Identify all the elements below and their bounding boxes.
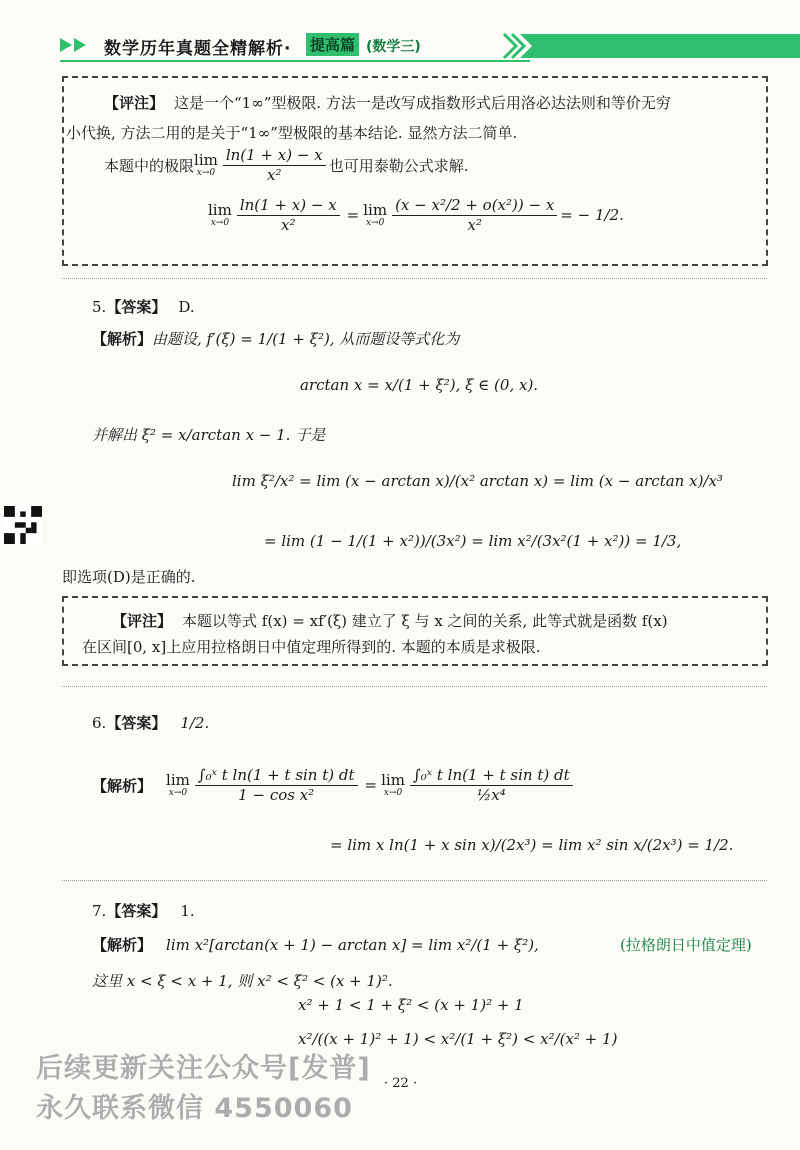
q7-step4: x²/((x + 1)² + 1) < x²/(1 + ξ²) < x²/(x² + 1) (298, 1030, 618, 1048)
remark1-line1 (104, 92, 671, 113)
page-header (0, 28, 800, 64)
q6-step2: = lim x ln(1 + x sin x)/(2x³) = lim x² sin x/(2x³) = 1/2. (330, 836, 734, 854)
q7-step2: 这里 x < ξ < x + 1, 则 x² < ξ² < (x + 1)². (92, 972, 393, 990)
remark1-taylor: lim x→0 $\frac{\ln(1 + x) - x}{\text{x²}}$ = lim x→0 $\frac{\text{(x − x²/2 + o(x²)) − x}}{\text{x²}}$ = − 1/2. (208, 196, 624, 234)
book-title: 数学历年真题全精解析· (104, 39, 292, 59)
q5-step1: 【解析】 由题设, f′(ξ) = 1/(1 + ξ²), 从而题设等式化为 (92, 330, 460, 348)
q7-note: (拉格朗日中值定理) (620, 936, 752, 954)
remark1-tag: 【评注】 (104, 94, 165, 112)
watermark-line1: 后续更新关注公众号[发普] (36, 1053, 371, 1084)
remark1-text2: 小代换, 方法二用的是关于“1∞”型极限的基本结论. 显然方法二简单. (66, 124, 518, 142)
header-ribbon (500, 30, 800, 60)
q5-analysis-tag: 【解析】 (92, 330, 153, 348)
q6-answer-tag: 【答案】 (106, 714, 167, 732)
q6-analysis-tag: 【解析】 (92, 776, 153, 795)
qr-code (4, 506, 42, 544)
header-rule (60, 60, 530, 62)
remark1-line3: 本题中的极限 lim x→0 ln(1 + x) − x x² 也可用泰勒公式求解. (104, 146, 469, 184)
q7-number: 7. (92, 901, 107, 920)
remark1-text1: 这是一个“1∞”型极限. 方法一是改写成指数形式后用洛必达法则和等价无穷 (174, 94, 671, 112)
watermark-line2: 永久联系微信 4550060 (36, 1093, 353, 1124)
book-badge: 提高篇 (306, 33, 359, 56)
q6-step1: 【解析】 lim x→0 $\frac{\text{∫₀ˣ t ln(1 + t sin t) dt}}{\text{1 − cos x²}}$ = lim x→0 ∫₀ˣ t ln(1 + t sin t) dt ½x⁴ (92, 766, 576, 805)
remark1-limit-fraction: ln(1 + x) − x x² (223, 146, 326, 185)
q7-answer: 1. (180, 901, 195, 920)
remark1-text3-pre: 本题中的极限 (104, 156, 195, 175)
q5-conclusion: 即选项(D)是正确的. (62, 568, 196, 586)
q5-step3: 并解出 ξ² = x/arctan x − 1. 于是 (92, 426, 326, 444)
divider-2 (62, 686, 767, 687)
q5-number: 5. (92, 297, 107, 316)
q7-answer-tag: 【答案】 (106, 902, 167, 920)
q5-step5: = lim (1 − 1/(1 + x²))/(3x²) = lim x²/(3x²(1 + x²)) = 1/3, (264, 532, 682, 550)
taylor-fraction: $\frac{\text{(x − x²/2 + o(x²)) − x}}{\text{x²}}$ (392, 196, 557, 235)
remark2-tag: 【评注】 (112, 612, 173, 630)
q5-answer-tag: 【答案】 (106, 298, 167, 316)
remark1-line2 (66, 122, 517, 143)
q7-answer-line (92, 900, 195, 921)
q6-number: 6. (92, 713, 107, 732)
page-number: · 22 · (384, 1076, 418, 1091)
q5-answer: D. (178, 297, 195, 316)
remark1-text3-post: 也可用泰勒公式求解. (328, 156, 469, 175)
q7-step3: x² + 1 < 1 + ξ² < (x + 1)² + 1 (298, 996, 524, 1014)
q5-answer-line (92, 296, 195, 317)
divider-1 (62, 278, 767, 279)
divider-3 (62, 880, 767, 881)
remark1-result: = − 1/2. (560, 206, 624, 225)
q7-analysis-tag: 【解析】 (92, 936, 153, 954)
q6-answer: 1/2. (180, 713, 210, 732)
q6-answer-line (92, 712, 209, 733)
q5-step2: arctan x = x/(1 + ξ²), ξ ∈ (0, x). (300, 376, 539, 394)
q5-step4: lim ξ²/x² = lim (x − arctan x)/(x² arctan x) = lim (x − arctan x)/x³ (232, 472, 723, 490)
book-subtitle: (数学三) (366, 39, 421, 55)
double-arrow-icon (60, 36, 96, 54)
q7-step1: 【解析】 lim x²[arctan(x + 1) − arctan x] = lim x²/(1 + ξ²), (92, 935, 539, 954)
remark2-line2: 在区间[0, x]上应用拉格朗日中值定理所得到的. 本题的本质是求极限. (82, 638, 541, 656)
remark2-line1: 【评注】 本题以等式 f(x) = xf′(ξ) 建立了 ξ 与 x 之间的关系, 此等式就是函数 f(x) (112, 612, 668, 630)
